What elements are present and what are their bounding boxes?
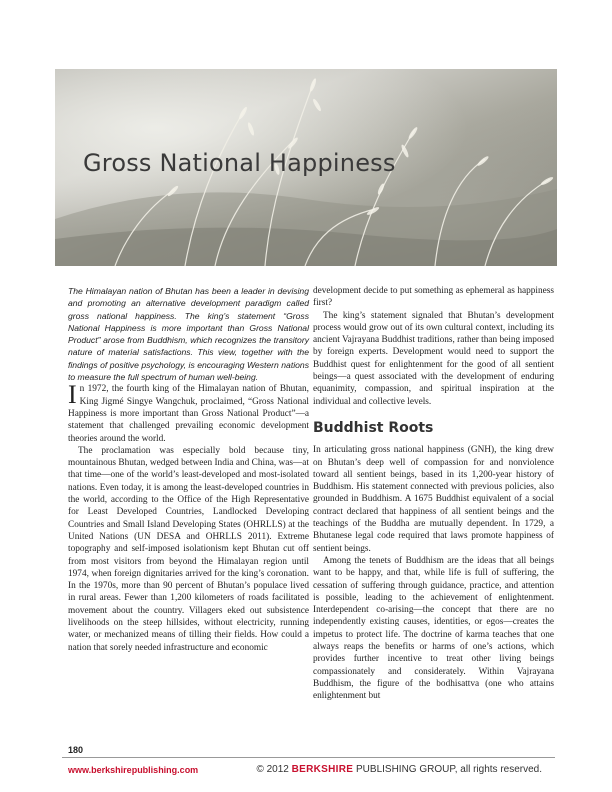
body-paragraph: In articulating gross national happiness (GNH), the king drew on Bhutan’s deep well of compassion for and nonviolence toward all sentient beings, based in its 1,200-year history of Buddhism. His statement connected with previous policies, also grounded in Buddhism. A 1675 Buddhist equivalent of a social contract declared that happiness of all sentient beings and the teachings of the Buddha are mutually dependent. In 1729, a Bhutanese legal code required that laws promote happiness of sentient beings. — [313, 445, 554, 554]
body-paragraph: The king’s statement signaled that Bhutan’s development process would grow out of its own cultural context, including its ancient Vajrayana Buddhist traditions, rather than being imposed by foreign experts. Development would need to support the Buddhist quest for enlightenment for the good of all sentient beings—a quest associated with the development of enduring equanimity, compassion, and spiritual inspiration at the individual and collective levels. — [313, 310, 554, 407]
left-column — [68, 285, 309, 654]
lead-paragraph — [68, 380, 309, 444]
copyright-prefix: © 2012 — [256, 764, 292, 775]
body-paragraph: The proclamation was especially bold because tiny, mountainous Bhutan, wedged between India and China, was—at that time—one of the world’s least-developed and most-isolated nations. Even today, it is among the least-developed countries in the world, according to the Office of the High Representative for Least Developed Countries, Landlocked Developing Countries and Small Island Developing States (OHRLLS) at the United Nations (UN DESA and OHRLLS 2011). Extreme topography and self-imposed isolationism kept Bhutan cut off from most visitors from beyond the Himalayan region until 1974, when foreign dignitaries arrived for the king’s coronation. In the 1970s, more than 90 percent of Bhutan’s populace lived in rural areas. Fewer than 1,200 kilometers of roads facilitated movement about the country. Villagers eked out subsistence livelihoods on the steep hillsides, without electricity, running water, or mechanized means of tilling their fields. How could a nation that sorely needed infrastructure and economic — [68, 445, 309, 653]
header-banner — [55, 69, 557, 266]
right-column — [313, 285, 554, 703]
continued-paragraph: development decide to put something as ephemeral as happiness first? — [313, 286, 554, 309]
publisher-brand: BERKSHIRE — [291, 764, 354, 775]
publisher-website-link[interactable]: www.berkshirepublishing.com — [68, 765, 199, 775]
drop-cap: I — [68, 380, 77, 410]
body-paragraph: Among the tenets of Buddhism are the ideas that all beings want to be happy, and that, while life is full of suffering, the cessation of suffering through guidance, practice, and attention is possible, leading to the achievement of enlightenment. Interdependent co-arising—the concept that there are no independently existing causes, identities, or egos—creates the impetus to protect life. The doctrine of karma teaches that one always reaps the benefits or harms of one’s actions, which provides further incentive to treat other living beings compassionately and considerately. Within Vajrayana Buddhism, the figure of the bodhisattva (one who attains enlightenment but — [313, 555, 554, 702]
lead-paragraph-text: n 1972, the fourth king of the Himalayan nation of Bhutan, King Jigmé Singye Wangchuk, proclaimed, “Gross National Happiness is more important than Gross National Product”—a statement that challenged prevailing economic development theories around the world. — [68, 384, 309, 444]
page-title: Gross National Happiness — [83, 149, 396, 177]
page-number: 180 — [68, 745, 84, 755]
copyright-suffix: PUBLISHING GROUP, all rights reserved. — [353, 764, 542, 775]
section-heading: Buddhist Roots — [313, 419, 434, 436]
footer-divider — [62, 757, 555, 758]
abstract: The Himalayan nation of Bhutan has been a leader in devising and promoting an alternative development paradigm called gross national happiness. The king’s statement “Gross National Happiness is more important than Gross National Product” arose from Buddhism, which recognizes the transitory nature of material satisfactions. This view, together with the findings of positive psychology, is encouraging Western nations to measure the full spectrum of human well-being. — [68, 286, 309, 383]
copyright-notice — [256, 764, 542, 775]
